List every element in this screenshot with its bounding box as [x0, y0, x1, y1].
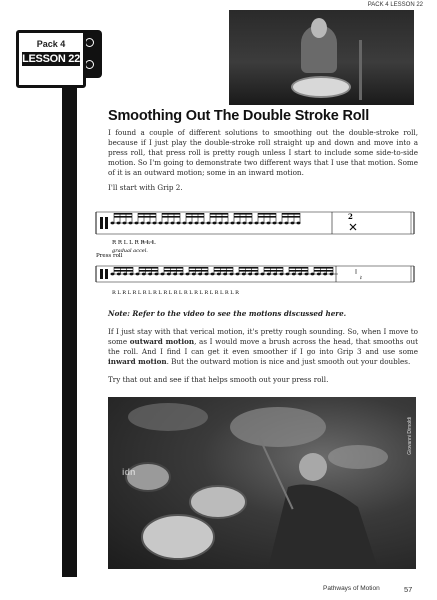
music-notation: [94, 200, 416, 300]
lesson-label: LESSON 22: [22, 53, 80, 65]
roll-note-notehead: [267, 222, 271, 225]
roll-note-notehead: [219, 222, 223, 225]
page-title: Smoothing Out The Double Stroke Roll: [108, 108, 370, 124]
roll-note-notehead: [111, 222, 115, 225]
staff-2: [96, 253, 414, 296]
press-note-notehead: [223, 273, 227, 276]
roll-note-notehead: [243, 222, 247, 225]
press-note-notehead: [273, 273, 277, 276]
press-note-notehead: [323, 273, 327, 276]
press-note-beam: [164, 267, 183, 269]
running-header: PACK 4 LESSON 22: [367, 2, 423, 8]
roll-note-notehead: [255, 222, 259, 225]
press-note-notehead: [148, 273, 152, 276]
press-note-notehead: [111, 273, 115, 276]
sticking-line-2: R L R L R L R L R L R L R L R L R L R L R L R L R: [112, 290, 239, 296]
press-note-beam: [214, 267, 233, 269]
roll-note-notehead: [171, 222, 175, 225]
performance-photo: [108, 397, 416, 569]
press-note-notehead: [267, 273, 271, 276]
roll-note-notehead: [183, 222, 187, 225]
press-note-notehead: [205, 273, 209, 276]
press-note-notehead: [180, 273, 184, 276]
roll-note-notehead: [285, 222, 289, 225]
video-note: Note: Refer to the video to see the motions discussed here.: [108, 309, 347, 318]
roll-note-notehead: [159, 222, 163, 225]
press-note-notehead: [167, 273, 171, 276]
roll-note-beam: [114, 213, 132, 215]
roll-note-beam: [186, 213, 204, 215]
roll-note-beam: [162, 213, 180, 215]
roll-note-beam: [186, 216, 204, 218]
press-note-beam: [164, 270, 183, 272]
press-note-notehead: [173, 273, 177, 276]
press-note-notehead: [248, 273, 252, 276]
press-note-notehead: [117, 273, 121, 276]
roll-note-notehead: [273, 222, 277, 225]
press-note-notehead: [292, 273, 296, 276]
press-note-notehead: [242, 273, 246, 276]
outward-motion-term: outward motion: [129, 337, 195, 346]
press-note-beam: [289, 270, 308, 272]
press-note-beam: [264, 267, 283, 269]
press-note-beam: [214, 270, 233, 272]
roll-note-notehead: [261, 222, 265, 225]
press-note-notehead: [198, 273, 202, 276]
roll-note-notehead: [207, 222, 211, 225]
roll-note-beam: [234, 213, 252, 215]
sticking-line-1: R R L L R R L L: [112, 240, 156, 246]
roll-note-notehead: [279, 222, 283, 225]
roll-note-beam: [258, 216, 276, 218]
roll-note-notehead: [231, 222, 235, 225]
roll-note-beam: [138, 213, 156, 215]
instructor-photo: [229, 10, 414, 105]
roll-note-notehead: [225, 222, 229, 225]
page-number: 57: [404, 585, 413, 594]
press-note-notehead: [130, 273, 134, 276]
roll-note-beam: [282, 213, 300, 215]
roll-note-notehead: [237, 222, 241, 225]
press-roll-label: Press roll: [96, 253, 123, 259]
press-note-notehead: [311, 273, 315, 276]
press-note-beam: [139, 267, 158, 269]
roll-note-notehead: [135, 222, 139, 225]
pack-label: Pack 4: [36, 39, 66, 49]
roll-note-beam: [210, 213, 228, 215]
roll-note-notehead: [165, 222, 169, 225]
press-note-beam: [289, 267, 308, 269]
press-note-notehead: [298, 273, 302, 276]
press-note-beam: [239, 270, 258, 272]
grip-paragraph: I'll start with Grip 2.: [108, 183, 183, 192]
roll-note-beam: [138, 216, 156, 218]
staff-1: [96, 212, 414, 254]
roll-note-notehead: [213, 222, 217, 225]
roll-note-beam: [114, 216, 132, 218]
press-note-notehead: [123, 273, 127, 276]
roll-note-beam: [282, 216, 300, 218]
roll-note-beam: [258, 213, 276, 215]
roll-note-beam: [234, 216, 252, 218]
press-note-notehead: [255, 273, 259, 276]
lesson-sign: [16, 30, 86, 88]
accel-mark: gradual accel.: [112, 248, 148, 254]
roll-note-notehead: [249, 222, 253, 225]
roll-note-beam: [210, 216, 228, 218]
press-note-notehead: [330, 273, 334, 276]
note-group-1: [111, 213, 301, 224]
roll-note-notehead: [141, 222, 145, 225]
press-note-beam: [189, 267, 208, 269]
notation-svg: [94, 200, 416, 300]
press-note-beam: [189, 270, 208, 272]
meter-top: 2: [348, 212, 353, 221]
press-note-beam: [114, 270, 133, 272]
intro-paragraph: I found a couple of different solutions to smoothing out the double-stroke roll, because if I just play the double-stroke roll straight up and down and move into a press roll, that press roll is pretty rough unless I start to include some side-to-side motion. So I'm going to demonstrate two different ways that I use that motion. Some of it is an outward motion; some in an inward motion.: [108, 128, 418, 177]
roll-note-notehead: [117, 222, 121, 225]
roll-note-notehead: [201, 222, 205, 225]
press-note-beam: [314, 270, 333, 272]
inward-motion-term: inward motion: [108, 357, 167, 366]
roll-note-notehead: [177, 222, 181, 225]
press-note-beam: [314, 267, 333, 269]
press-note-notehead: [261, 273, 265, 276]
svg-text:𝄽: 𝄽: [360, 275, 362, 282]
roll-note-notehead: [147, 222, 151, 225]
press-note-notehead: [192, 273, 196, 276]
press-note-beam: [139, 270, 158, 272]
press-note-notehead: [136, 273, 140, 276]
press-note-notehead: [280, 273, 284, 276]
roll-note-notehead: [189, 222, 193, 225]
press-note-notehead: [286, 273, 290, 276]
photo-credit: Giovanni Dimoldi: [407, 417, 413, 455]
roll-note-notehead: [291, 222, 295, 225]
closing-paragraph: Try that out and see if that helps smooth out your press roll.: [108, 375, 329, 384]
signpost-pole: [62, 82, 77, 577]
roll-note-notehead: [153, 222, 157, 225]
press-note-notehead: [211, 273, 215, 276]
roll-note-notehead: [129, 222, 133, 225]
photo-watermark: idn: [122, 467, 136, 477]
press-note-notehead: [230, 273, 234, 276]
press-note-notehead: [155, 273, 159, 276]
press-note-beam: [264, 270, 283, 272]
press-note-notehead: [161, 273, 165, 276]
roll-note-notehead: [195, 222, 199, 225]
footer-book-title: Pathways of Motion: [323, 585, 380, 592]
press-note-beam: [114, 267, 133, 269]
press-note-notehead: [317, 273, 321, 276]
roll-note-beam: [162, 216, 180, 218]
press-note-notehead: [186, 273, 190, 276]
motion-paragraph: If I just stay with that verical motion, it's pretty rough sounding. So, when I move to some outward motion, as I would move a brush across the head, that smooths out the roll. And I find I can get it even smoother if I go into Grip 3 and use some inward motion. But the outward motion is nice and just smooth out your doubles.: [108, 327, 418, 366]
press-note-notehead: [236, 273, 240, 276]
roll-note-notehead: [123, 222, 127, 225]
press-note-beam: [239, 267, 258, 269]
press-note-notehead: [217, 273, 221, 276]
press-note-notehead: [142, 273, 146, 276]
press-note-notehead: [305, 273, 309, 276]
roll-note-notehead: [297, 222, 301, 225]
